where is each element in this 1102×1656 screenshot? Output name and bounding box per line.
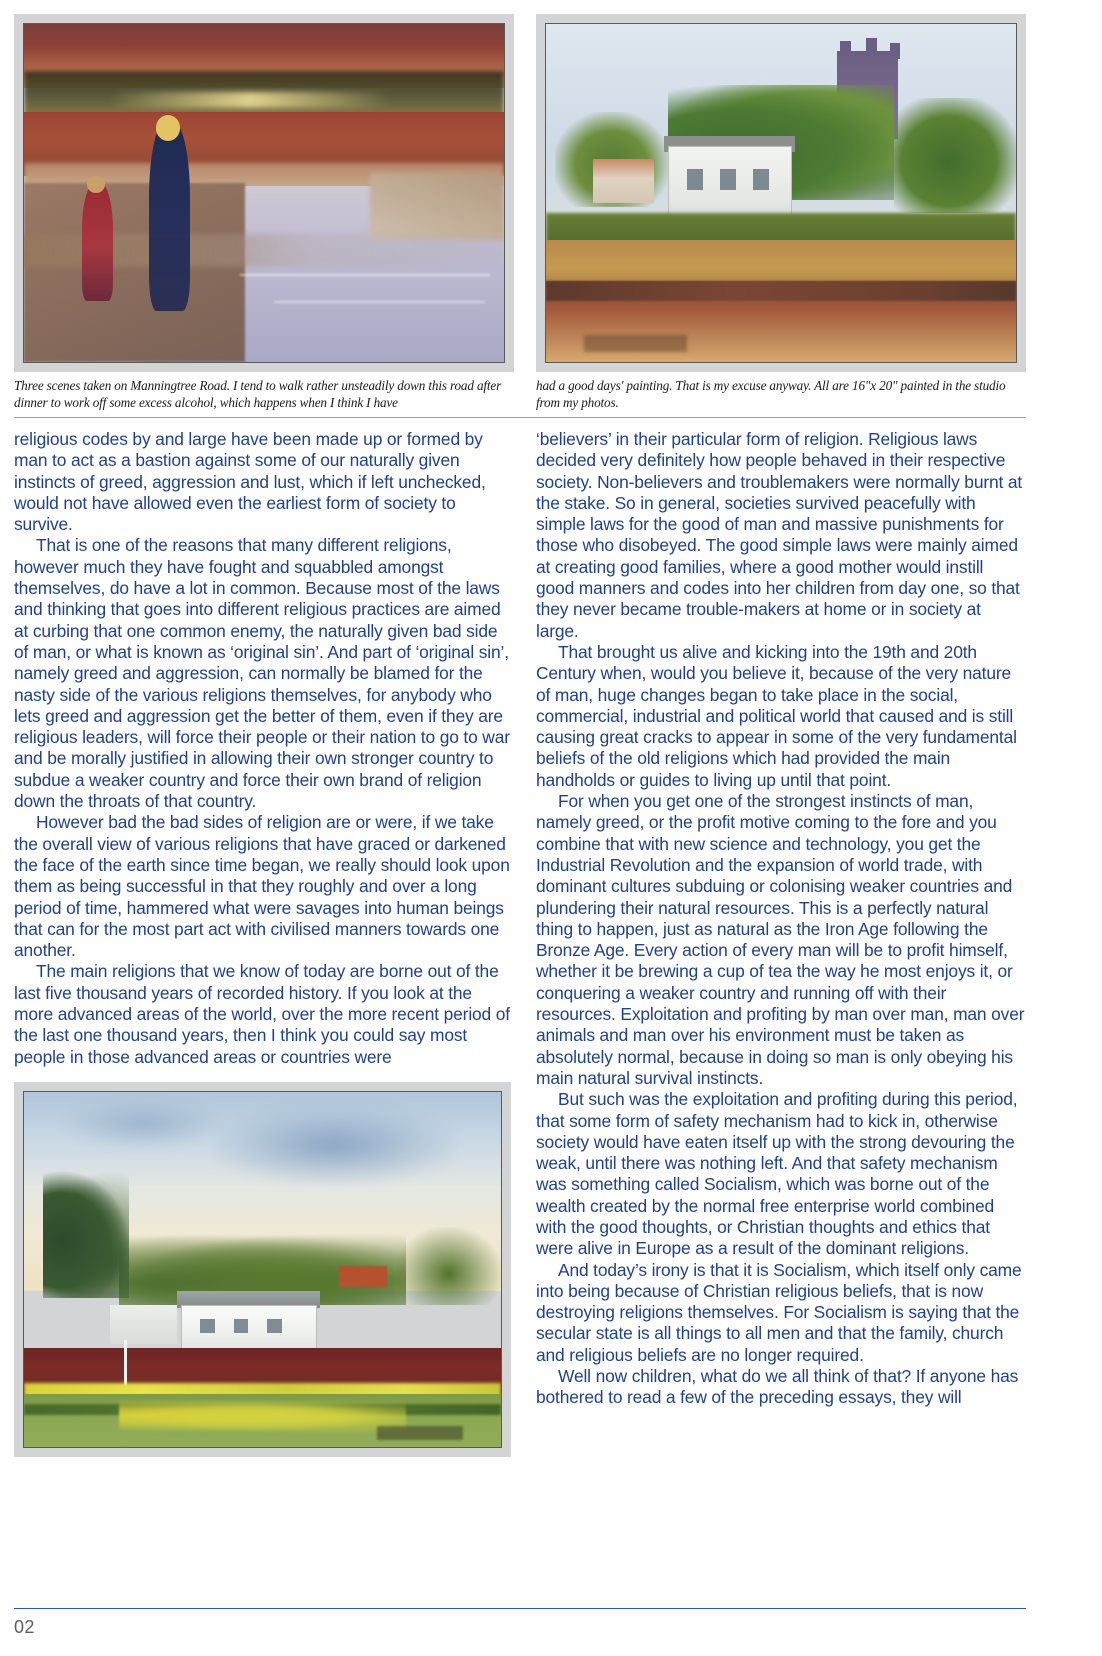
figure-caption-right: had a good days' painting. That is my excuse anyway. All are 16"x 20" painted in the studio from my photos. (536, 378, 1006, 410)
caption-divider-rule (14, 417, 1026, 418)
figure-frame (23, 1091, 502, 1448)
paragraph: ‘believers’ in their particular form of religion. Religious laws decided very definitely how people behaved in their respective society. Non-believers and troublemakers were normally burnt at the stake. So in general, societies survived peacefully with simple laws for the good of man and massive punishments for those who disobeyed. The good simple laws were mainly aimed at creating good families, where a good mother would instill good manners and codes into her children from day one, so that they never became trouble-makers at home or in society at large. (536, 429, 1023, 641)
paragraph: But such was the exploitation and profiting during this period, that some form of safety mechanism had to kick in, otherwise society would have eaten itself up with the strong devouring the weak, until there was nothing left. And that safety mechanism was something called Socialism, which was borne out of the wealth created by the normal free enterprise world combined with the good thoughts, or Christian thoughts and ethics that were alive in Europe as a result of the dominant religions. (536, 1089, 1018, 1259)
paragraph: The main religions that we know of today are borne out of the last five thousand years of recorded history. If you look at the more advanced areas of the world, over the more recent period of the last one thousand years, then I think you could say most people in those advanced areas or countries were (14, 961, 510, 1067)
paragraph: For when you get one of the strongest instincts of man, namely greed, or the profit motive coming to the fore and you combine that with new science and technology, you get the Industrial Revolution and the expansion of world trade, with dominant cultures subduing or colonising weaker countries and plundering their natural resources. This is a perfectly natural thing to happen, just as natural as the Iron Age following the Bronze Age. Every action of every man will be to profit himself, whether it be brewing a cup of tea the way he most enjoys it, or conquering a weaker country and running off with their resources. Exploitation and profiting by man over man, man over animals and man over his environment must be taken as absolutely normal, because in doing so man is only obeying his main natural survival instincts. (536, 791, 1025, 1088)
paragraph: However bad the bad sides of religion are or were, if we take the overall view of various religions that have graced or darkened the face of the earth since time began, we really should look upon them as being successful in that they roughly and over a long period of time, hammered what were savages into human beings that can for the most part act with civilised manners towards one another. (14, 812, 510, 961)
figure-painting-manningtree-road-river-walk (14, 14, 514, 372)
figure-caption-left: Three scenes taken on Manningtree Road. I tend to walk rather unsteadily down this road after dinner to work off some excess alcohol, which happens when I think I have (14, 378, 502, 410)
footer-rule (14, 1608, 1026, 1609)
paragraph: That is one of the reasons that many different religions, however much they have fought and squabbled amongst themselves, do have a lot in common. Because most of the laws and thinking that goes into different religious practices are aimed at curbing that one common enemy, the naturally given bad side of man, or what is known as ‘original sin’. And part of ‘original sin’, namely greed and aggression, can normally be blamed for the nasty side of the various religions themselves, for anybody who lets greed and aggression get the better of them, even if they are religious leaders, will force their people or their nation to go to war and be morally justified in allowing their own stronger country to subdue a weaker country and force their own brand of religion down the throats of that country. (14, 535, 510, 812)
paragraph: religious codes by and large have been made up or formed by man to act as a bastion against some of our naturally given instincts of greed, aggression and lust, which if left unchecked, would not have allowed even the earliest form of society to survive. (14, 429, 486, 535)
paragraph: And today’s irony is that it is Socialism, which itself only came into being because of Christian religious beliefs, that is now destroying religions themselves. For Socialism is saying that the secular state is all things to all men and that the family, church and religious beliefs are no longer required. (536, 1259, 1022, 1365)
paragraph: Well now children, what do we all think of that? If anyone has bothered to read a few of the preceding essays, they will (536, 1366, 1019, 1408)
body-columns (14, 429, 1082, 1457)
column-left-text (14, 429, 514, 1068)
column-left (14, 429, 514, 1457)
column-right-text (536, 429, 1026, 1409)
figure-painting-church-and-cottage (536, 14, 1026, 372)
column-right (536, 429, 1026, 1457)
page-footer (14, 1608, 1026, 1638)
figure-painting-cottage-landscape (14, 1082, 511, 1457)
figure-caption-row (14, 378, 1082, 411)
artwork-church-and-cottage (546, 24, 1016, 362)
figure-frame (545, 23, 1017, 363)
top-figure-row (14, 14, 1082, 372)
figure-frame (23, 23, 505, 363)
artwork-cottage-landscape (24, 1092, 501, 1447)
paragraph: That brought us alive and kicking into the 19th and 20th Century when, would you believe it, because of the very nature of man, huge changes began to take place in the social, commercial, industrial and political world that caused and is still causing great cracks to appear in some of the very fundamental beliefs of the old religions which had provided the main handholds or guides to living up until that point. (536, 641, 1017, 790)
artwork-river-walk (24, 24, 504, 362)
page-number: 02 (14, 1617, 35, 1637)
